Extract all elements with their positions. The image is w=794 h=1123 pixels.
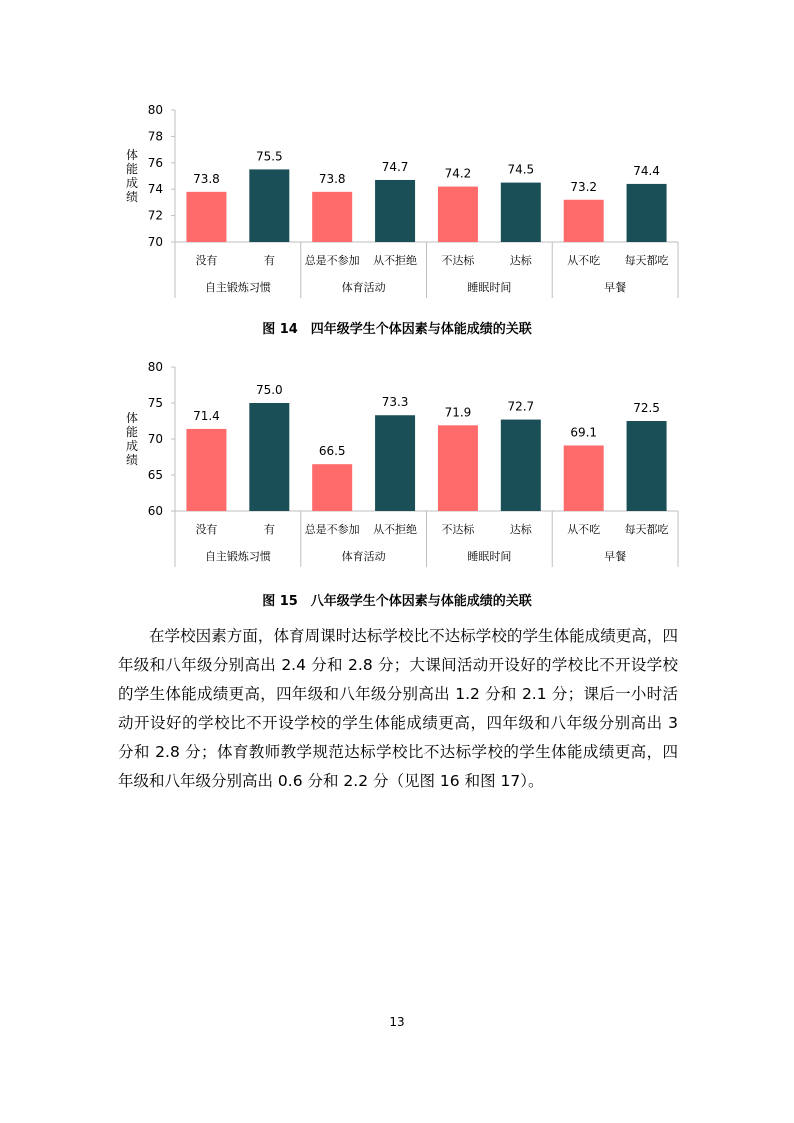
figure-15-chart — [110, 355, 680, 577]
bar-positive — [627, 184, 667, 242]
group-label: 睡眠时间 — [467, 281, 512, 294]
y-axis-label: 体能成绩 — [125, 411, 139, 467]
bar-value-label: 73.3 — [381, 395, 409, 410]
category-label: 每天都吃 — [624, 254, 669, 267]
category-label: 没有 — [195, 523, 218, 536]
bar-value-label: 73.8 — [193, 171, 220, 186]
body-paragraph: 在学校因素方面，体育周课时达标学校比不达标学校的学生体能成绩更高，四年级和八年级分别高出 2.4 分和 2.8 分；大课间活动开设好的学校比不开设学校的学生体能成绩更高，四年级和八年级分别高出 1.2 分和 2.1 分；课后一小时活动开设好的学校比不开设学校的学生体能成绩更高，四年级和八年级分别高出 3 分和 2.8 分；体育教师教学规范达标学校比不达标学校的学生体能成绩更高，四年级和八年级分别高出 0.6 分和 2.2 分（见图 16 和图 17）。 — [118, 627, 678, 790]
bar-value-label: 74.4 — [633, 163, 660, 178]
y-tick-label: 75 — [147, 396, 163, 410]
group-label: 睡眠时间 — [467, 550, 512, 563]
bar-value-label: 73.2 — [570, 179, 598, 194]
category-label: 达标 — [509, 523, 532, 536]
y-tick-label: 60 — [147, 504, 163, 518]
category-label: 从不拒绝 — [373, 254, 418, 267]
category-label: 不达标 — [441, 523, 475, 536]
group-label: 自主锻炼习惯 — [204, 281, 271, 294]
y-tick-label: 72 — [147, 208, 163, 223]
bar-value-label: 74.5 — [507, 162, 535, 177]
y-tick-label: 70 — [147, 432, 163, 446]
y-tick-label: 70 — [147, 235, 163, 249]
y-tick-label: 78 — [147, 129, 163, 144]
bar-value-label: 74.7 — [381, 159, 409, 174]
figure-14-caption: 图 14 四年级学生个体因素与体能成绩的关联 — [262, 322, 532, 337]
bar-positive — [375, 180, 415, 242]
bar-value-label: 71.9 — [444, 405, 472, 420]
bar-positive — [249, 169, 289, 242]
bar-value-label: 73.8 — [318, 171, 346, 186]
category-label: 没有 — [195, 254, 218, 267]
category-label: 有 — [263, 523, 275, 536]
bar-value-label: 66.5 — [318, 444, 346, 459]
category-label: 总是不参加 — [304, 523, 360, 536]
bar-value-label: 72.5 — [633, 401, 660, 415]
y-tick-label: 80 — [147, 103, 163, 117]
category-label: 达标 — [509, 254, 532, 267]
figure-15-caption: 图 15 八年级学生个体因素与体能成绩的关联 — [262, 594, 532, 609]
group-label: 体育活动 — [341, 550, 386, 563]
bar-value-label: 72.7 — [507, 399, 535, 414]
bar-positive — [501, 420, 541, 511]
category-label: 从不吃 — [567, 254, 601, 267]
group-label: 早餐 — [604, 281, 627, 294]
y-tick-label: 65 — [147, 468, 163, 482]
chart-svg — [110, 98, 680, 308]
category-label: 有 — [263, 254, 275, 267]
bar-negative — [438, 425, 478, 511]
figure-14-chart — [110, 98, 680, 308]
y-axis-label: 体能成绩 — [125, 148, 139, 204]
bar-value-label: 75.0 — [255, 383, 283, 397]
bar-positive — [501, 183, 541, 242]
bar-negative — [564, 200, 604, 242]
group-label: 体育活动 — [341, 281, 386, 294]
bar-positive — [375, 415, 415, 511]
group-label: 自主锻炼习惯 — [204, 550, 271, 563]
bar-positive — [627, 421, 667, 511]
chart-svg — [110, 355, 680, 577]
category-label: 从不吃 — [567, 523, 601, 536]
bar-positive — [249, 403, 289, 511]
bar-negative — [186, 192, 226, 242]
category-label: 从不拒绝 — [373, 523, 418, 536]
bar-negative — [564, 445, 604, 511]
bar-negative — [312, 464, 352, 511]
bar-negative — [186, 429, 226, 511]
bar-negative — [438, 187, 478, 242]
y-tick-label: 76 — [147, 155, 163, 170]
bar-negative — [312, 192, 352, 242]
bar-value-label: 69.1 — [570, 425, 598, 440]
bar-value-label: 71.4 — [193, 408, 220, 423]
category-label: 不达标 — [441, 254, 475, 267]
group-label: 早餐 — [604, 550, 627, 563]
bar-value-label: 75.5 — [255, 149, 283, 164]
y-tick-label: 80 — [147, 360, 163, 374]
bar-value-label: 74.2 — [444, 166, 472, 181]
category-label: 总是不参加 — [304, 254, 360, 267]
page-number: 13 — [389, 1015, 405, 1029]
category-label: 每天都吃 — [624, 523, 669, 536]
y-tick-label: 74 — [147, 182, 163, 197]
body-paragraph-container — [118, 622, 678, 796]
